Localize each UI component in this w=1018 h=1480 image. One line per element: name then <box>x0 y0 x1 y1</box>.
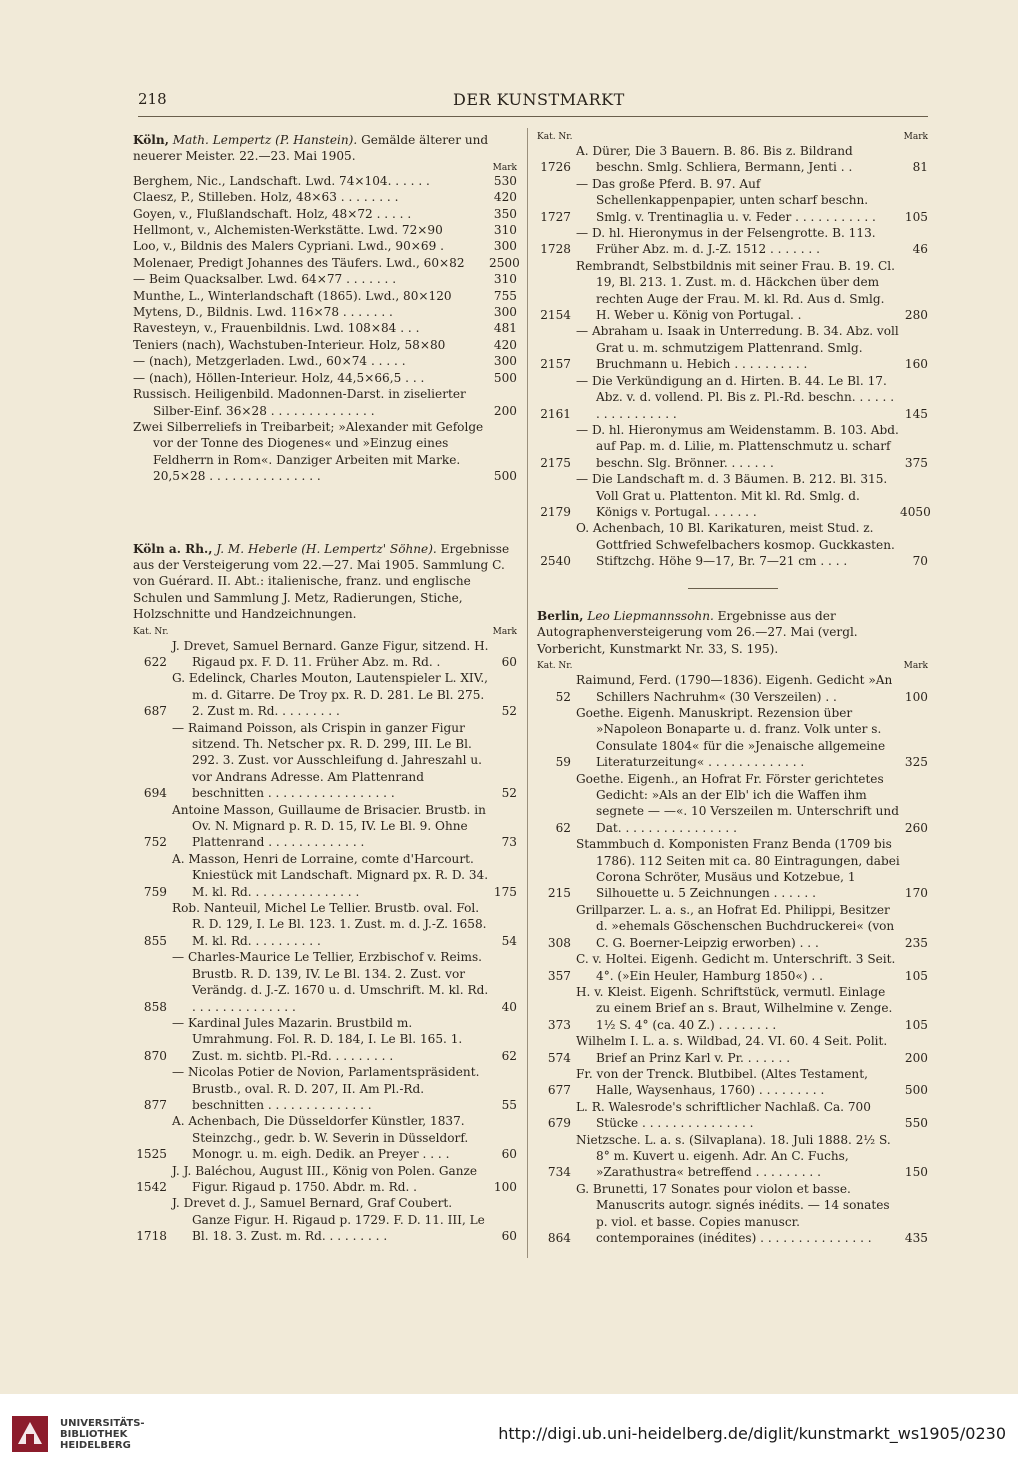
price-list-graphics <box>537 143 931 570</box>
lot-price: 500 <box>493 370 517 385</box>
catalog-number: 1718 <box>136 1229 167 1244</box>
lot-price: 52 <box>501 786 517 801</box>
list-item <box>133 900 517 949</box>
lot-description: — D. hl. Hieronymus in der Felsengrotte. B. 113. Früher Abz. m. d. J.-Z. 1512 . . . . . . . <box>576 226 876 257</box>
lot-price: 100 <box>904 689 928 704</box>
catalog-number: 2540 <box>540 554 571 569</box>
lot-description: A. Dürer, Die 3 Bauern. B. 86. Bis z. Bildrand beschn. Smlg. Schliera, Bermann, Jenti . . <box>576 144 853 175</box>
list-item <box>133 638 517 671</box>
list-item <box>133 337 517 353</box>
catalog-number: 373 <box>547 1017 571 1032</box>
lot-price: 200 <box>904 1050 928 1065</box>
lot-price: 375 <box>904 455 928 470</box>
lot-description: J. Drevet, Samuel Bernard. Ganze Figur, sitzend. H. Rigaud px. F. D. 11. Früher Abz. m. Rd. . <box>172 638 489 669</box>
lot-price: 4050 <box>900 504 931 519</box>
catalog-number: 855 <box>143 933 167 948</box>
lot-description: — Nicolas Potier de Novion, Parlamentspräsident. Brustb., oval. R. D. 207, II. Am Pl.-Rd. beschnitten . . . . . . . . . . . . . . <box>172 1065 480 1112</box>
catalog-number: 62 <box>555 820 571 835</box>
list-item <box>133 271 517 287</box>
catalog-number: 2157 <box>540 357 571 372</box>
lot-price: 420 <box>493 190 517 205</box>
lot-price: 145 <box>904 406 928 421</box>
lot-description: — Abraham u. Isaak in Unterredung. B. 34. Abz. voll Grat u. m. schmutzigem Plattenrand. Smlg. Bruchmann u. Hebich . . . . . . . . . . <box>576 324 899 372</box>
catalog-number: 864 <box>547 1231 571 1245</box>
list-item <box>537 1132 928 1181</box>
price-list-autographs <box>537 672 928 1246</box>
lot-price: 150 <box>904 1165 928 1180</box>
mark-column-label: Mark <box>903 661 928 672</box>
section-koeln-heberle-heading <box>133 541 517 623</box>
catalog-number: 870 <box>143 1048 167 1063</box>
lot-description: Nietzsche. L. a. s. (Silvaplana). 18. Juli 1888. 2½ S. 8° m. Kuvert u. eigenh. Adr. An C. Fuchs, »Zarathustra« betreffend . . . . . . . . . <box>576 1132 891 1180</box>
catalog-number: 694 <box>143 786 167 801</box>
list-item <box>537 1181 928 1247</box>
lot-price: 300 <box>493 239 517 254</box>
lot-price: 530 <box>493 173 517 188</box>
column-labels <box>537 661 928 672</box>
lot-price: 46 <box>912 242 928 257</box>
list-item <box>133 173 517 189</box>
university-library-logo-icon <box>10 1414 50 1454</box>
list-item <box>537 951 928 984</box>
lot-description: Rembrandt, Selbstbildnis mit seiner Frau. B. 19. Cl. 19, Bl. 213. 1. Zust. m. d. Häckchen über dem rechten Auge der Frau. M. kl. Rd. Aus d. Smlg. H. Weber u. König von Portugal. . <box>576 258 895 323</box>
lot-description: Teniers (nach), Wachstuben-Interieur. Holz, 58×80 <box>133 337 446 352</box>
section-separator <box>537 580 928 596</box>
catalog-number: 1525 <box>136 1147 167 1162</box>
list-item <box>133 222 517 238</box>
lot-description: Goethe. Eigenh. Manuskript. Rezension über »Napoleon Bonaparte u. d. franz. Volk unter s. Consulate 1804« für die »Jenaische allgemeine Literaturzeitung« . . . . . . . . . . . . . <box>576 706 886 770</box>
list-item <box>133 670 517 719</box>
mark-column-label: Mark <box>492 162 517 173</box>
lot-price: 105 <box>904 1017 928 1032</box>
lot-price: 52 <box>501 704 517 719</box>
catalog-number: 687 <box>143 704 167 719</box>
lot-price: 170 <box>904 886 928 901</box>
left-column <box>133 132 520 1245</box>
lot-description: Goethe. Eigenh., an Hofrat Fr. Förster gerichtetes Gedicht: »Als an der Elb' ich die Waffen ihm segnete — —«. 10 Verszeilen m. Unterschrift und Dat. . . . . . . . . . . . . . . . <box>576 771 899 835</box>
lot-price: 100 <box>493 1179 517 1194</box>
lot-description: Zwei Silberreliefs in Treibarbeit; »Alexander mit Gefolge vor der Tonne des Diogenes« und »Einzug eines Feldherrn in Rom«. Danziger Arbeiten mit Marke. 20,5×28 . . . . . . . . . . . . . . . <box>133 419 484 484</box>
header-rule <box>138 116 928 117</box>
right-column <box>537 132 931 1246</box>
institution-name <box>60 1418 145 1451</box>
list-item <box>537 1033 928 1066</box>
permalink-url[interactable]: http://digi.ub.uni-heidelberg.de/diglit/kunstmarkt_ws1905/0230 <box>498 1424 1006 1443</box>
lot-price: 350 <box>493 206 517 221</box>
lot-description: Grillparzer. L. a. s., an Hofrat Ed. Philippi, Besitzer d. »ehemals Göschenschen Buchdruckerei« (von C. G. Boerner-Leipzig erworben) . . . <box>576 902 895 950</box>
lot-price: 62 <box>501 1048 517 1063</box>
lot-price: 60 <box>501 1229 517 1244</box>
list-item <box>133 419 517 485</box>
institution-line-3: HEIDELBERG <box>60 1440 131 1451</box>
list-item <box>133 1015 517 1064</box>
section-auctioneer: J. M. Heberle (H. Lempertz' Söhne). <box>216 541 437 556</box>
section-description: Gemälde älterer und neuerer Meister. 22.—23. Mai 1905. <box>133 133 489 164</box>
catalog-number: 1727 <box>540 209 571 224</box>
lot-price: 40 <box>501 999 517 1014</box>
catalog-number: 357 <box>547 968 571 983</box>
list-item <box>133 720 517 802</box>
lot-price: 260 <box>904 820 928 835</box>
catalog-number: 1542 <box>136 1179 167 1194</box>
running-title: DER KUNSTMARKT <box>453 90 625 109</box>
lot-description: — (nach), Höllen-Interieur. Holz, 44,5×66,5 . . . <box>133 370 425 385</box>
lot-description: Antoine Masson, Guillaume de Brisacier. Brustb. in Ov. N. Mignard p. R. D. 15, IV. Le Bl. 9. Ohne Plattenrand . . . . . . . . . . . . . <box>172 802 486 850</box>
list-item <box>133 1195 517 1244</box>
section-city: Köln, <box>133 133 169 147</box>
catalog-number: 2161 <box>540 406 571 421</box>
catalog-number: 1726 <box>540 160 571 175</box>
lot-description: Molenaer, Predigt Johannes des Täufers. Lwd., 60×82 <box>133 255 465 270</box>
lot-description: Stammbuch d. Komponisten Franz Benda (1709 bis 1786). 112 Seiten mit ca. 80 Eintragungen, dabei Corona Schröter, Musäus und Kotzebue, 1 Silhouette u. 5 Zeichnungen . . . . . . <box>576 837 900 901</box>
lot-description: — (nach), Metzgerladen. Lwd., 60×74 . . . . . <box>133 354 406 369</box>
lot-price: 54 <box>501 933 517 948</box>
list-item <box>133 304 517 320</box>
list-item <box>537 373 928 422</box>
catalog-number: 759 <box>143 884 167 899</box>
list-item <box>133 206 517 222</box>
lot-description: — Die Verkündigung an d. Hirten. B. 44. Le Bl. 17. Abz. v. d. vollend. Pl. Bis z. Pl.-Rd. beschn. . . . . . . . . . . . . . . . . <box>576 373 895 421</box>
lot-price: 310 <box>493 272 517 287</box>
lot-description: — Raimand Poisson, als Crispin in ganzer Figur sitzend. Th. Netscher px. R. D. 299, III. Le Bl. 292. 3. Zust. vor Ausschleifung d. Jahreszahl u. vor Andrans Adresse. Am Plattenrand beschnitten . . . . . . . . . . . . . . . . . <box>172 720 483 801</box>
lot-description: G. Edelinck, Charles Mouton, Lautenspieler L. XIV., m. d. Gitarre. De Troy px. R. D. 281. Le Bl. 275. 2. Zust m. Rd. . . . . . . . . <box>172 671 489 719</box>
lot-description: Raimund, Ferd. (1790—1836). Eigenh. Gedicht »An Schillers Nachruhm« (30 Verszeilen) . . <box>576 673 893 704</box>
institution-line-1: UNIVERSITÄTS- <box>60 1418 145 1429</box>
lot-description: — Beim Quacksalber. Lwd. 64×77 . . . . . . . <box>133 272 397 287</box>
catalog-number: 858 <box>143 999 167 1014</box>
lot-price: 435 <box>904 1231 928 1245</box>
catalog-number: 2154 <box>540 308 571 323</box>
list-item <box>537 984 928 1033</box>
lot-description: — Das große Pferd. B. 97. Auf Schellenkappenpapier, unten scharf beschn. Smlg. v. Trentinaglia u. v. Feder . . . . . . . . . . . <box>576 176 876 224</box>
lot-price: 755 <box>493 288 517 303</box>
lot-price: 310 <box>493 223 517 238</box>
lot-price: 550 <box>904 1116 928 1131</box>
catalog-number: 308 <box>547 935 571 950</box>
column-labels <box>537 132 928 143</box>
lot-description: — D. hl. Hieronymus am Weidenstamm. B. 103. Abd. auf Pap. m. d. Lilie, m. Plattenschmutz u. scharf beschn. Slg. Brönner. . . . . . . <box>576 422 899 470</box>
kat-nr-label: Kat. Nr. <box>537 661 573 672</box>
lot-description: J. J. Baléchou, August III., König von Polen. Ganze Figur. Rigaud p. 1750. Abdr. m. Rd. . <box>172 1163 478 1194</box>
list-item <box>537 705 928 771</box>
mark-column-label: Mark <box>903 132 928 142</box>
section-berlin-liepmannssohn-heading <box>537 608 928 657</box>
list-item <box>133 851 517 900</box>
lot-price: 73 <box>501 835 517 850</box>
section-auctioneer: Leo Liepmannssohn. <box>587 608 714 623</box>
lot-price: 105 <box>904 968 928 983</box>
lot-description: Munthe, L., Winterlandschaft (1865). Lwd., 80×120 <box>133 288 452 303</box>
list-item <box>133 238 517 254</box>
list-item <box>133 1113 517 1162</box>
library-footer <box>0 1394 1018 1480</box>
list-item <box>133 255 520 271</box>
section-koeln-lempertz-heading <box>133 132 517 165</box>
list-item <box>133 370 517 386</box>
lot-description: H. v. Kleist. Eigenh. Schriftstück, vermutl. Einlage zu einem Brief an s. Braut, Wilhelmine v. Zenge. 1½ S. 4° (ca. 40 Z.) . . . . . . . . <box>576 984 893 1032</box>
catalog-number: 2179 <box>540 504 571 519</box>
lot-description: Loo, v., Bildnis des Malers Cypriani. Lwd., 90×69 . <box>133 239 444 254</box>
lot-description: G. Brunetti, 17 Sonates pour violon et basse. Manuscrits autogr. signés inédits. — 14 sonates p. viol. et basse. Copies manuscr. contemporaines (inédites) . . . . . . . . . . . . . . . <box>576 1181 890 1245</box>
lot-description: Berghem, Nic., Landschaft. Lwd. 74×104. . . . . . <box>133 173 430 188</box>
lot-description: Mytens, D., Bildnis. Lwd. 116×78 . . . . . . . <box>133 305 393 320</box>
lot-description: L. R. Walesrode's schriftlicher Nachlaß. Ca. 700 Stücke . . . . . . . . . . . . . . . <box>576 1099 871 1131</box>
column-divider <box>527 128 528 1258</box>
lot-price: 280 <box>904 308 928 323</box>
list-item <box>537 672 928 705</box>
catalog-number: 752 <box>143 835 167 850</box>
catalog-number: 734 <box>547 1165 571 1180</box>
list-item <box>537 143 928 176</box>
list-item <box>537 225 928 258</box>
running-header <box>138 90 928 114</box>
lot-description: Ravesteyn, v., Frauenbildnis. Lwd. 108×84 . . . <box>133 321 420 336</box>
list-item <box>133 1163 517 1196</box>
lot-price: 60 <box>501 1147 517 1162</box>
list-item <box>133 288 517 304</box>
lot-price: 60 <box>501 654 517 669</box>
lot-price: 500 <box>493 469 517 484</box>
list-item <box>537 1066 928 1099</box>
list-item <box>133 1064 517 1113</box>
catalog-number: 2175 <box>540 455 571 470</box>
list-item <box>537 176 928 225</box>
lot-price: 300 <box>493 354 517 369</box>
catalog-number: 622 <box>143 654 167 669</box>
lot-description: Hellmont, v., Alchemisten-Werkstätte. Lwd. 72×90 <box>133 223 443 238</box>
lot-description: Rob. Nanteuil, Michel Le Tellier. Brustb. oval. Fol. R. D. 129, I. Le Bl. 123. 1. Zust. m. d. J.-Z. 1658. M. kl. Rd. . . . . . . . . . <box>172 901 487 948</box>
lot-description: O. Achenbach, 10 Bl. Karikaturen, meist Stud. z. Gottfried Schwefelbachers kosmop. Guckkasten. Stiftzchg. Höhe 9—17, Br. 7—21 cm . . . . <box>576 521 895 569</box>
list-item <box>537 323 928 372</box>
kat-nr-label: Kat. Nr. <box>133 626 169 637</box>
section-city: Köln a. Rh., <box>133 541 213 556</box>
lot-price: 160 <box>904 357 928 372</box>
section-city: Berlin, <box>537 608 584 623</box>
lot-description: — Kardinal Jules Mazarin. Brustbild m. Umrahmung. Fol. R. D. 184, I. Le Bl. 165. 1. Zust. m. sichtb. Pl.-Rd. . . . . . . . . <box>172 1015 463 1063</box>
section-description: Ergebnisse aus der Autographenversteigerung vom 26.—27. Mai (vergl. Vorbericht, Kunstmarkt Nr. 33, S. 195). <box>537 608 858 656</box>
lot-price: 105 <box>904 209 928 224</box>
lot-price: 325 <box>904 755 928 770</box>
lot-description: Fr. von der Trenck. Blutbibel. (Altes Testament, Halle, Waysenhaus, 1760) . . . . . . . . . <box>576 1066 868 1098</box>
lot-description: C. v. Holtei. Eigenh. Gedicht m. Unterschrift. 3 Seit. 4°. (»Ein Heuler, Hamburg 1850«) . . <box>576 952 896 983</box>
section-auctioneer: Math. Lempertz (P. Hanstein). <box>172 133 358 147</box>
price-list-paintings <box>133 173 520 485</box>
column-labels <box>133 627 517 638</box>
lot-description: A. Achenbach, Die Düsseldorfer Künstler, 1837. Steinzchg., gedr. b. W. Severin in Düsseldorf. Monogr. u. m. eigh. Dedik. an Preyer . . . . <box>172 1114 469 1162</box>
lot-description: — Charles-Maurice Le Tellier, Erzbischof v. Reims. Brustb. R. D. 139, IV. Le Bl. 134. 2. Zust. vor Verändg. d. J.-Z. 1670 u. d. Umschrift. M. kl. Rd. . . . . . . . . . . . . . . <box>172 950 489 1014</box>
lot-description: Claesz, P., Stilleben. Holz, 48×63 . . . . . . . . <box>133 190 399 205</box>
lot-price: 481 <box>493 321 517 336</box>
list-item <box>537 902 928 951</box>
list-item <box>133 949 517 1015</box>
catalog-number: 52 <box>555 689 571 704</box>
lot-description: J. Drevet d. J., Samuel Bernard, Graf Coubert. Ganze Figur. H. Rigaud p. 1729. F. D. 11. III, Le Bl. 18. 3. Zust. m. Rd. . . . . . . . . <box>172 1196 485 1244</box>
lot-description: Goyen, v., Flußlandschaft. Holz, 48×72 . . . . . <box>133 206 412 221</box>
list-item <box>537 771 928 837</box>
list-item <box>537 471 931 520</box>
list-item <box>537 1099 928 1132</box>
catalog-number: 877 <box>143 1097 167 1112</box>
lot-price: 2500 <box>489 255 520 270</box>
catalog-number: 215 <box>547 886 571 901</box>
lot-price: 500 <box>904 1083 928 1098</box>
list-item <box>133 386 517 419</box>
lot-price: 70 <box>912 554 928 569</box>
page-number: 218 <box>138 90 167 108</box>
mark-column-label: Mark <box>492 626 517 637</box>
lot-price: 55 <box>501 1097 517 1112</box>
lot-price: 81 <box>912 160 928 175</box>
section-description: Ergebnisse aus der Versteigerung vom 22.—27. Mai 1905. Sammlung C. von Guérard. II. Abt.: italienische, franz. und englische Schulen und Sammlung J. Metz, Radierungen, Stiche, Holzschnitte und Handzeichnungen. <box>133 541 510 622</box>
list-item <box>537 422 928 471</box>
list-item <box>133 189 517 205</box>
catalog-number: 677 <box>547 1083 571 1098</box>
lot-description: — Die Landschaft m. d. 3 Bäumen. B. 212. Bl. 315. Voll Grat u. Plattenton. Mit kl. Rd. Smlg. d. Königs v. Portugal. . . . . . . <box>576 472 888 519</box>
catalog-number: 1728 <box>540 242 571 257</box>
kat-nr-label: Kat. Nr. <box>537 132 573 142</box>
list-item <box>133 320 517 336</box>
price-list-prints <box>133 638 517 1245</box>
lot-price: 200 <box>493 403 517 418</box>
list-item <box>133 353 517 369</box>
lot-price: 235 <box>904 935 928 950</box>
catalog-number: 679 <box>547 1116 571 1131</box>
lot-description: Russisch. Heiligenbild. Madonnen-Darst. in ziselierter Silber-Einf. 36×28 . . . . . . . . . . . . . . <box>133 387 466 418</box>
list-item <box>537 836 928 902</box>
list-item <box>537 520 928 569</box>
lot-description: A. Masson, Henri de Lorraine, comte d'Harcourt. Kniestück mit Landschaft. Mignard px. R. D. 34. M. kl. Rd. . . . . . . . . . . . . . . <box>172 851 489 899</box>
lot-price: 420 <box>493 337 517 352</box>
lot-price: 175 <box>493 884 517 899</box>
list-item <box>133 802 517 851</box>
list-item <box>537 258 928 324</box>
lot-price: 300 <box>493 305 517 320</box>
catalog-number: 574 <box>547 1050 571 1065</box>
lot-description: Wilhelm I. L. a. s. Wildbad, 24. VI. 60. 4 Seit. Polit. Brief an Prinz Karl v. Pr. . . . . . . <box>576 1034 888 1065</box>
institution-line-2: BIBLIOTHEK <box>60 1429 128 1440</box>
catalog-number: 59 <box>555 755 571 770</box>
